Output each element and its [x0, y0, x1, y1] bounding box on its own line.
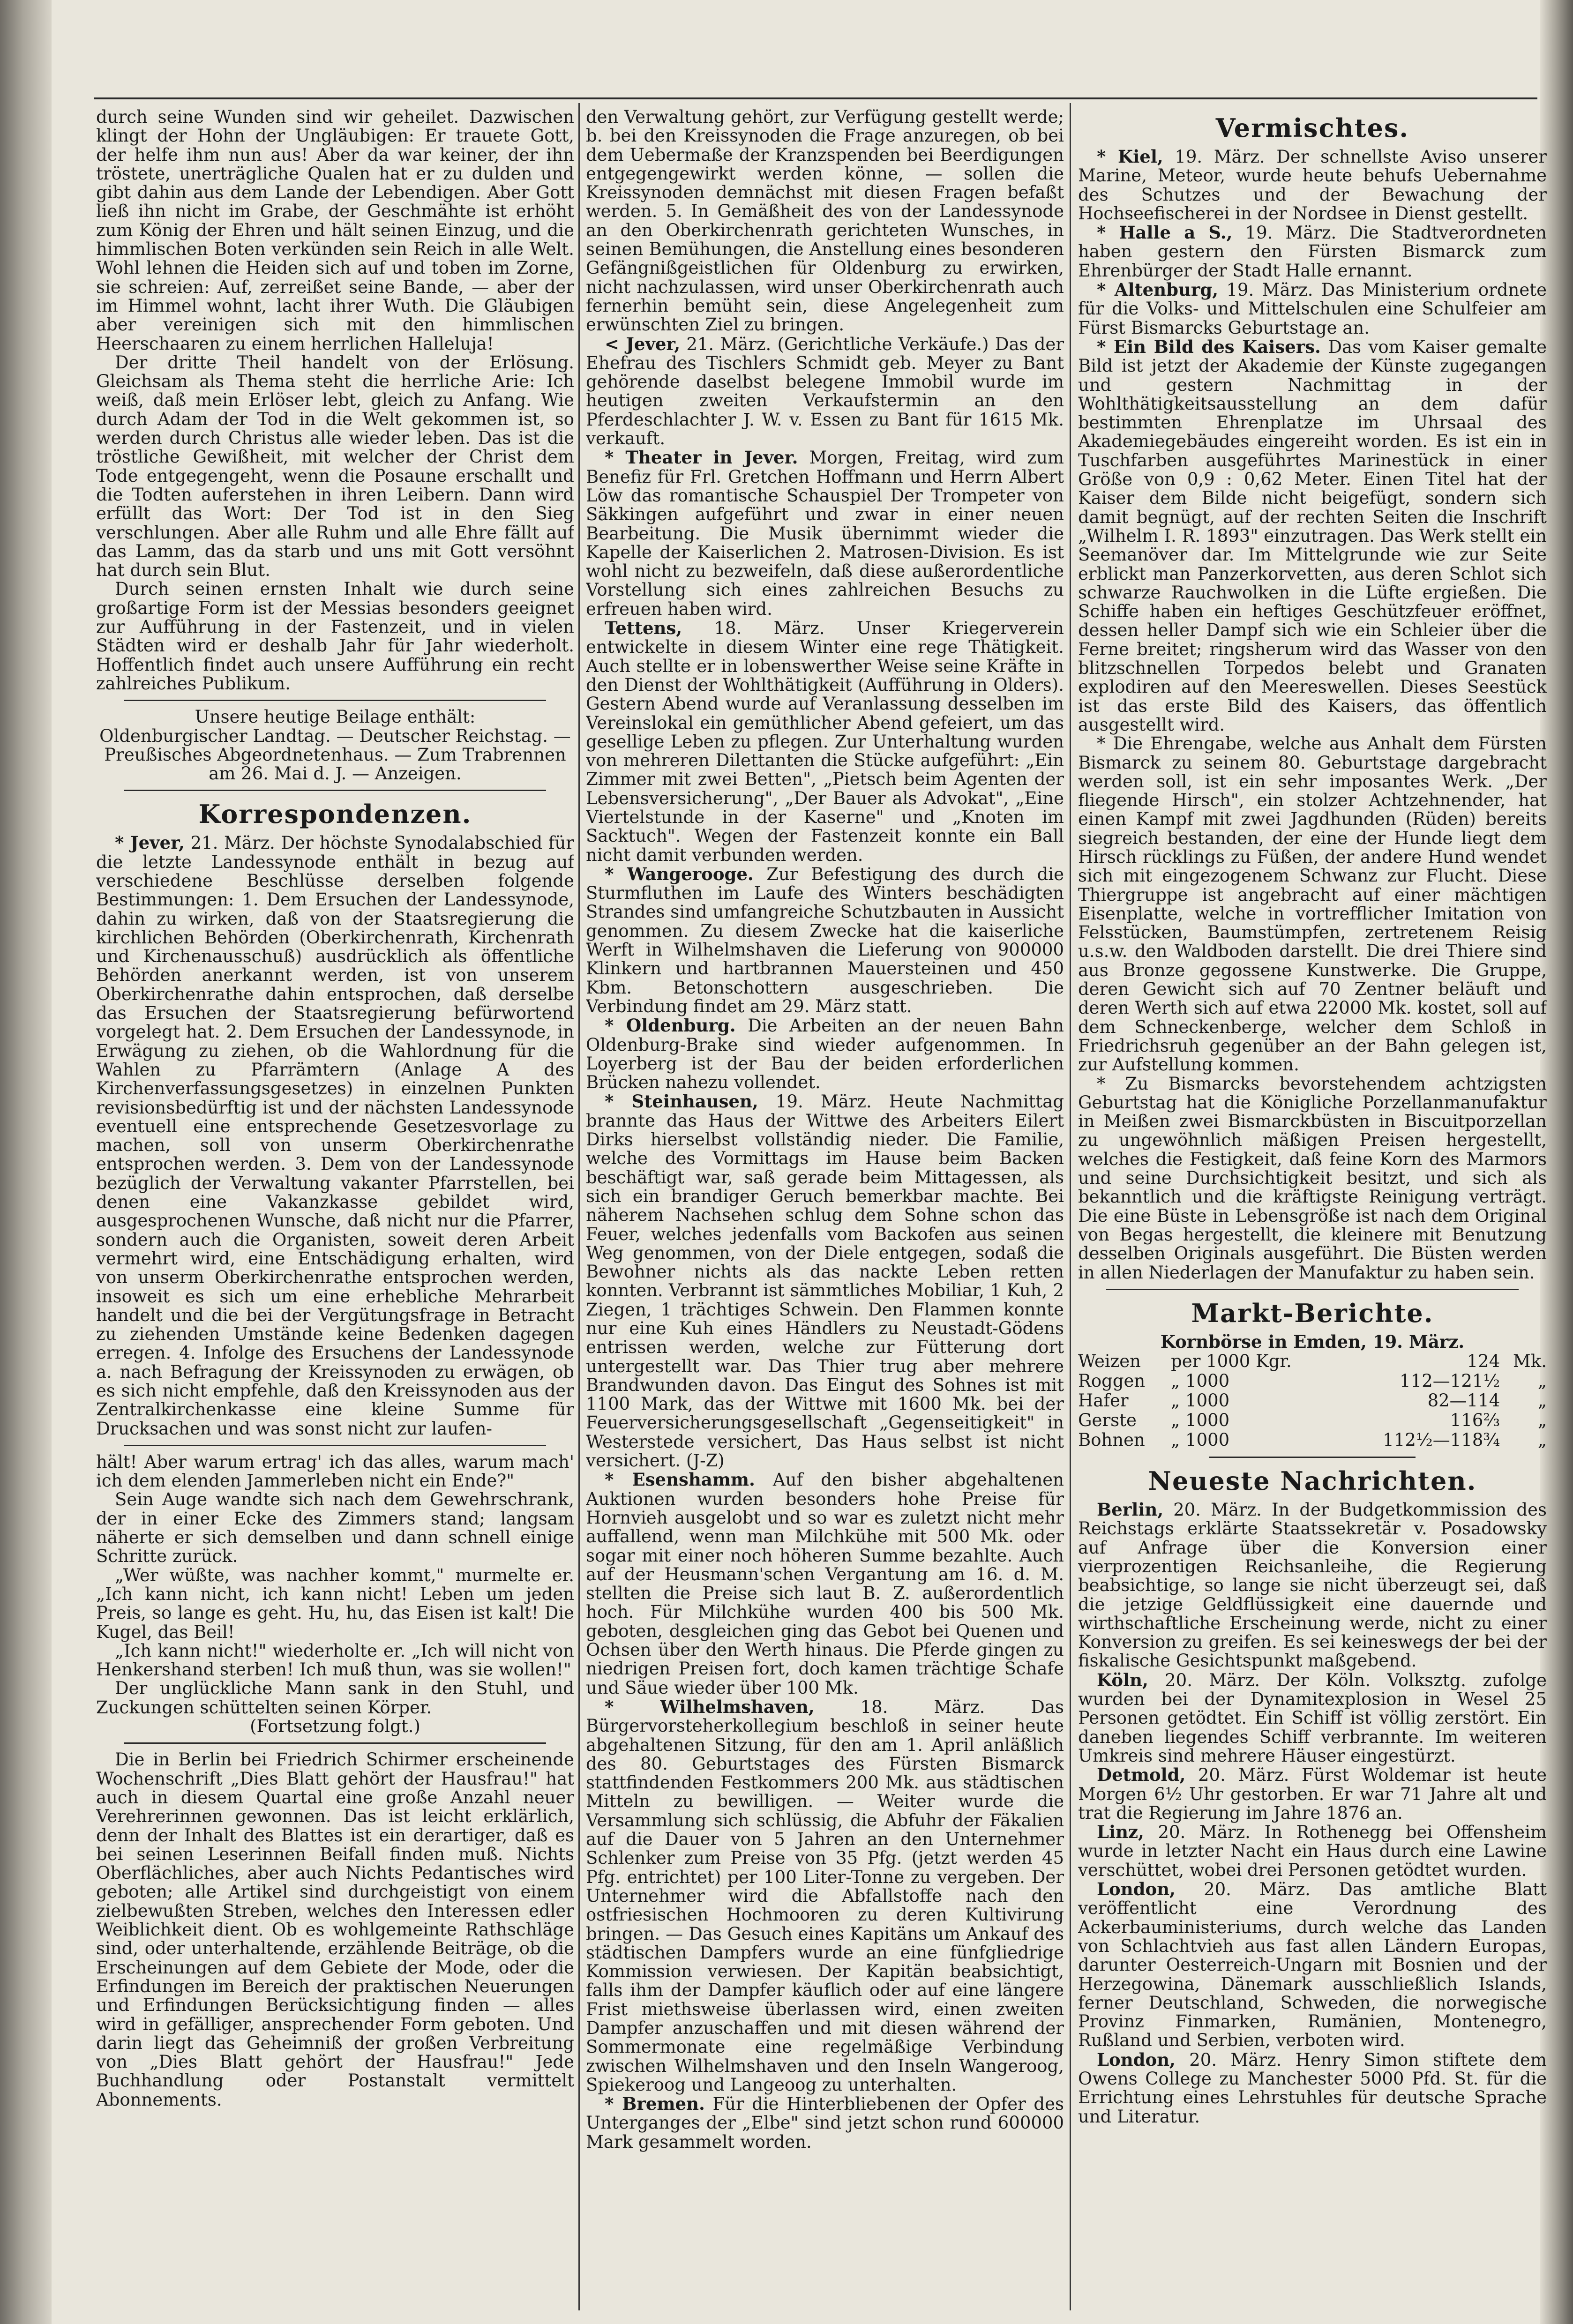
dateline: Tettens,: [605, 618, 682, 639]
top-rule: [94, 97, 1537, 99]
news-item-wangerooge: [586, 865, 1064, 1016]
news-item-linz: [1078, 1823, 1547, 1880]
dateline: * Steinhausen,: [605, 1091, 758, 1112]
news-item-bremen: [586, 2094, 1064, 2152]
story-paragraph: Der unglückliche Mann sank in den Stuhl, und Zuckungen schüttelten seinen Körper.: [96, 1678, 574, 1718]
grain-suffix: Mk.: [1513, 1351, 1547, 1372]
section-title-neueste-nachrichten: Neueste Nachrichten.: [1148, 1466, 1477, 1496]
kornboerse-title: Kornbörse in Emden, 19. März.: [1160, 1331, 1465, 1352]
dateline: * Wangerooge.: [605, 863, 754, 884]
news-text: 21. März. (Gerichtliche Verkäufe.) Das der Ehefrau des Tischlers Schmidt geb. Meyer zu Bant gehörende daselbst belegene Immobil wurde im heutigen zweiten Verkaufstermin an den Pferdeschlachter J. W. v. Essen zu Bant für 1615 Mk. verkauft.: [586, 334, 1064, 449]
beilage-heading: Unsere heutige Beilage enthält:: [195, 707, 476, 727]
grain-unit: „ 1000: [1171, 1430, 1230, 1450]
dateline: * Halle a S.,: [1097, 222, 1233, 243]
story-continued-note: (Fortsetzung folgt.): [250, 1716, 420, 1737]
news-item-kaiser-bild: [1078, 337, 1547, 734]
column-divider: [1070, 103, 1071, 2310]
news-item-london: [1078, 1880, 1547, 2050]
grain-unit: „ 1000: [1171, 1410, 1230, 1431]
grain-name: Hafer: [1078, 1390, 1129, 1411]
grain-row: [1078, 1411, 1547, 1430]
news-text: 20. März. Der Köln. Volksztg. zufolge wurden bei der Dynamitexplosion in Wesel 25 Personen getödtet. Ein Schiff ist völlig zerstört. Ein daneben liegendes Schiff verbrannte. Im weiteren Umkreis sind mehrere Häuser eingestürzt.: [1078, 1670, 1547, 1766]
grain-price-table: [1078, 1352, 1547, 1450]
grain-name: Bohnen: [1078, 1430, 1145, 1450]
news-text: 18. März. Das Bürgervorsteherkollegium beschloß in seiner heute abgehaltenen Sitzung, für den am 1. April anläßlich des 80. Geburtstages des Fürsten Bismarck stattfindenden Festkommers 200 Mk. aus städtischen Mitteln zu bewilligen. — Weiter wurde die Versammlung sich schlüssig, die Abfuhr der Fäkalien auf die Dauer von 5 Jahren an den Unternehmer Schlenker zum Preise von 35 Pfg. (jetzt werden 45 Pfg. entrichtet) per 100 Liter-Tonne zu vergeben. Der Unternehmer wird die Abfallstoffe nach den ostfriesischen Hochmooren zu deren Kultivirung bringen. — Das Gesuch eines Kapitäns um Ankauf des städtischen Dampfers wurde an eine fünfgliedrige Kommission verwiesen. Der Kapitän beabsichtigt, falls ihm der Dampfer käuflich oder auf eine längere Frist miethsweise überlassen wird, einen zweiten Dampfer anzuschaffen und mit diesen während der Sommermonate eine regelmäßige Verbindung zwischen Wilhelmshaven und den Inseln Wangeroog, Spiekeroog und Langeoog zu unterhalten.: [586, 1696, 1064, 2095]
dateline: * Oldenburg.: [605, 1015, 736, 1036]
dateline: * Altenburg,: [1097, 279, 1219, 300]
news-item-porzellan: * Zu Bismarcks bevorstehendem achtzigsten Geburtstag hat die Königliche Porzellanmanufaktur in Meißen zwei Bismarckbüsten in Biscuitporzellan zu ungewöhnlich mäßigen Preisen hergestellt, welches die Festigkeit, daß feine Korn des Marmors und seine Durchsichtigkeit besitzt, und sich als bekanntlich und die kräftigste Reinigung verträgt. Die eine Büste in Lebensgröße ist nach dem Original von Begas hergestellt, die kleinere mit Benutzung desselben Originals ausgeführt. Die Büsten werden in allen Niederlagen der Manufaktur zu haben sein.: [1078, 1073, 1547, 1283]
news-text: 19. März. Die Stadtverordneten haben gestern den Fürsten Bismarck zum Ehrenbürger der Stadt Halle ernannt.: [1078, 223, 1547, 281]
news-text: Auf den bisher abgehaltenen Auktionen wurden besonders hohe Preise für Hornvieh ausgelobt und so war es zuletzt nicht mehr auffallend, wenn man Milchkühe mit 500 Mk. oder sogar mit einer noch höheren Summe bezahlte. Auch auf der Heusmann'schen Vergantung am 16. d. M. stellten die Preise sich laut B. Z. außerordentlich hoch. Für Milchkühe wurden 400 bis 500 Mk. geboten, desgleichen ging das Gebot bei Quenen und Ochsen über den Werth hinaus. Die Pferde gingen zu niedrigen Preisen fort, doch kamen trächtige Schafe und Säue wieder über 100 Mk.: [586, 1470, 1064, 1698]
synod-continuation: den Verwaltung gehört, zur Verfügung gestellt werde; b. bei den Kreissynoden die Frage anzuregen, ob bei dem Uebermaße der Kranzspenden bei Beerdigungen entgegengewirkt werden könne, — sollen die Kreissynoden demnächst mit diesen Fragen befaßt werden. 5. In Gemäßheit des von der Landessynode an den Oberkirchenrath gerichteten Wunsches, in seinen Bemühungen, die Anstellung eines besonderen Gefängnißgeistlichen für Oldenburg zu erwirken, nicht nachzulassen, wird unser Oberkirchenrath auch fernerhin bemüht sein, diese Angelegenheit zum erwünschten Ziel zu bringen.: [586, 108, 1064, 335]
column-left: [96, 108, 574, 2310]
dateline: * Wilhelmshaven,: [605, 1696, 815, 1717]
dateline: London,: [1097, 2049, 1176, 2070]
divider: [1209, 1457, 1416, 1458]
grain-price: 112—121½: [1400, 1371, 1500, 1391]
news-text: Zur Befestigung des durch die Sturmfluthen im Laufe des Winters beschädigten Strandes sind umfangreiche Schutzbauten in Aussicht genommen. Zu diesem Zwecke hat die kaiserliche Werft in Wilhelmshaven die Lieferung von 900000 Klinkern und hartbrannen Mauersteinen und 450 Kbm. Betonschottern ausgeschrieben. Die Verbindung findet am 29. März statt.: [586, 864, 1064, 1016]
grain-price: 112½—118¾: [1383, 1430, 1500, 1450]
grain-price-rows: [1078, 1352, 1547, 1450]
grain-row: [1078, 1352, 1547, 1371]
messias-paragraph: durch seine Wunden sind wir geheilet. Dazwischen klingt der Hohn der Ungläubigen: Er trauete Gott, der helfe ihm nun aus! Aber da war keiner, der ihn tröstete, unerträgliche Qualen hat er zu dulden und gibt dahin aus dem Lande der Lebendigen. Aber Gott ließ ihn nicht im Grabe, der Geschmähte ist erhöht zum König der Ehren und hält seinen Einzug, und die himmlischen Boten verkünden sein Reich in alle Welt. Wohl lehnen die Heiden sich auf und toben im Zorne, sie schreien: Auf, zerreißet seine Bande, — aber der im Himmel wohnt, lacht ihrer Wuth. Die Gläubigen aber vereinigen sich mit den himmlischen Heerschaaren zu einem herrlichen Halleluja!: [96, 108, 574, 354]
news-text: 19. März. Der schnellste Aviso unserer Marine, Meteor, wurde heute behufs Uebernahme des Schutzes und der Bewachung der Hochseefischerei in der Nordsee in Dienst gestellt.: [1078, 147, 1547, 224]
news-item-kiel: [1078, 147, 1547, 223]
grain-suffix: „: [1537, 1430, 1547, 1450]
grain-name: Gerste: [1078, 1410, 1137, 1431]
news-text: 20. März. In Rothenegg bei Offensheim wurde in letzter Nacht ein Haus durch eine Lawine verschüttet, wobei drei Personen getödtet wurden.: [1078, 1822, 1547, 1880]
dateline: Berlin,: [1097, 1499, 1164, 1520]
grain-price: 124: [1467, 1351, 1500, 1372]
dateline: * Theater in Jever.: [605, 447, 798, 468]
grain-suffix: „: [1537, 1410, 1547, 1431]
divider: [124, 790, 546, 791]
news-text: 21. März. Der höchste Synodalabschied für die letzte Landessynode enthält in bezug auf verschiedene Beschlüsse derselben folgende Bestimmungen: 1. Dem Ersuchen der Landessynode, dahin zu wirken, daß von der Staatsregierung die kirchlichen Behörden (Oberkirchenrath, Kirchenrath und Kirchenausschuß) ausdrücklich als öffentliche Behörden anerkannt werden, ist von unserem Oberkirchenrathe dahin entsprochen, daß derselbe das Ersuchen der Staatsregierung befürwortend vorgelegt hat. 2. Dem Ersuchen der Landessynode, in Erwägung zu ziehen, ob die Wahlordnung für die Wahlen zu Pfarrämtern (Anlage A des Kirchenverfassungsgesetzes) in einzelnen Punkten revisionsbedürftig ist und der nächsten Landessynode eventuell eine entsprechende Gesetzesvorlage zu machen, soll von unserm Oberkirchenrathe entsprochen werden. 3. Dem von der Landessynode bezüglich der Verwaltung vakanter Pfarrstellen, bei denen eine Vakanzkasse gebildet wird, ausgesprochenen Wunsche, daß nicht nur die Pfarrer, sondern auch die Organisten, soweit deren Arbeit vermehrt wird, eine Entschädigung erhalten, wird von unserm Oberkirchenrathe entsprochen werden, insoweit es sich um eine erhebliche Mehrarbeit handelt und die bei der Vergütungsfrage in Betracht zu ziehenden Umstände keine Bedenken dagegen erregen. 4. Infolge des Ersuchens der Landessynode a. nach Befragung der Kreissynoden zu erwägen, ob es sich nicht empfehle, daß den Kreissynoden aus der Zentralkirchenkasse eine kleine Summe für Drucksachen und was sonst nicht zur laufen-: [96, 833, 574, 1439]
news-text: Das vom Kaiser gemalte Bild ist jetzt der Akademie der Künste zugegangen und gestern Nachmittag in der Wohlthätigkeitsausstellung an dem dafür bestimmten Ehrenplatze im Uhrsaal des Akademiegebäudes eingereiht worden. Es ist ein in Tuschfarben ausgeführtes Marinestück in einer Größe von 0,9 : 0,62 Meter. Einen Titel hat der Kaiser dem Bilde nicht beigefügt, sondern sich damit begnügt, auf der rechten Seiten die Inschrift „Wilhelm I. R. 1893" einzutragen. Das Werk stellt ein Seemanöver dar. Im Mittelgrunde wie zur Seite erblickt man Panzerkorvetten, aus deren Schlot sich schwarze Rauchwolken in die Lüfte ergießen. Die Schiffe haben ein heftiges Geschützfeuer eröffnet, dessen heller Dampf sich wie ein Schleier über die Ferne breitet; ringsherum wird das Wasser von den blitzschnellen Torpedos belebt und Granaten explodiren auf den Meereswellen. Dieses Seestück ist das erste Bild des Kaisers, das öffentlich ausgestellt wird.: [1078, 336, 1547, 735]
news-text: Die Arbeiten an der neuen Bahn Oldenburg-Brake sind wieder aufgenommen. In Loyerberg ist der Bau der beiden erforderlichen Brücken nahezu vollendet.: [586, 1016, 1064, 1093]
news-text: 20. März. In der Budgetkommission des Reichstags erklärte Staatssekretär v. Posadowsky auf Anfrage über die Konversion einer vierprozentigen Reichsanleihe, die Regierung beabsichtige, so lange sie nicht überzeugt sei, daß die jetzige Geldflüssigkeit eine dauernde und wirthschaftliche Erscheinung werde, nicht zu einer Konversion zu greifen. Es sei keineswegs der bei der fiskalische Gesichtspunkt maßgebend.: [1078, 1500, 1547, 1671]
section-title-vermischtes: Vermischtes.: [1215, 113, 1409, 143]
news-text: Morgen, Freitag, wird zum Benefiz für Frl. Gretchen Hoffmann und Herrn Albert Löw das romantische Schauspiel Der Trompeter von Säkkingen aufgeführt und zwar in einer neuen Bearbeitung. Die Musik übernimmt wieder die Kapelle der Kaiserlichen 2. Matrosen-Division. Es ist wohl nicht zu bezweifeln, daß diese außerordentliche Vorstellung sich eines zahlreichen Besuchs zu erfreuen haben wird.: [586, 448, 1064, 619]
news-item-berlin: [1078, 1500, 1547, 1671]
news-item-jever: [96, 833, 574, 1438]
story-paragraph: „Wer wüßte, was nachher kommt," murmelte er. „Ich kann nicht, ich kann nicht! Leben um jeden Preis, so lange es geht. Hu, hu, das Eisen ist kalt! Die Kugel, das Beil!: [96, 1565, 574, 1642]
divider: [1106, 1289, 1519, 1290]
dateline: Detmold,: [1097, 1764, 1186, 1786]
news-text: 19. März. Heute Nachmittag brannte das Haus der Wittwe des Arbeiters Eilert Dirks hierselbst vollständig nieder. Die Familie, welche des Vormittags im Hause beim Backen beschäftigt war, saß gerade beim Mittagessen, als sich ein brandiger Geruch bemerkbar machte. Bei näherem Nachsehen schlug dem Sohne schon das Feuer, welches jedenfalls vom Backofen aus seinen Weg genommen, von der Diele entgegen, sodaß die Bewohner nichts als das nackte Leben retten konnten. Verbrannt ist sämmtliches Mobiliar, 1 Kuh, 2 Ziegen, 1 trächtiges Schwein. Den Flammen konnte nur eine Kuh eines Händlers zu Neustadt-Gödens entrissen werden, welche zur Fütterung dort untergestellt war. Das Thier trug aber mehrere Brandwunden davon. Das Eingut des Sohnes ist mit 1100 Mark, das der Wittwe mit 1600 Mk. bei der Feuerversicherungsgesellschaft „Gegenseitigkeit" in Westerstede versichert, Das Haus selbst ist nicht versichert. (J-Z): [586, 1091, 1064, 1471]
kornboerse-heading: [1078, 1332, 1547, 1352]
section-title-korrespondenzen: Korrespondenzen.: [198, 799, 472, 829]
grain-name: Roggen: [1078, 1371, 1146, 1391]
grain-name: Weizen: [1078, 1351, 1141, 1372]
story-paragraph: hält! Aber warum ertrag' ich das alles, warum mach' ich dem elenden Jammerleben nicht ein Ende?": [96, 1451, 574, 1491]
column-middle: [586, 108, 1064, 2310]
story-paragraph: „Ich kann nicht!" wiederholte er. „Ich will nicht von Henkershand sterben! Ich muß thun, was sie wollen!": [96, 1640, 574, 1680]
grain-row: [1078, 1430, 1547, 1450]
grain-row: [1078, 1391, 1547, 1411]
dateline: * Jever,: [115, 832, 185, 853]
dateline: < Jever,: [605, 333, 681, 354]
news-item-oldenburg: [586, 1016, 1064, 1092]
section-title-markt-berichte: Markt-Berichte.: [1191, 1298, 1434, 1328]
grain-unit: „ 1000: [1171, 1390, 1230, 1411]
news-text: 18. März. Unser Kriegerverein entwickelte in diesem Winter eine rege Thätigkeit. Auch stellte er in lobenswerther Weise seine Kräfte in den Dienst der Wohlthätigkeit (Aufführung in Olders). Gestern Abend wurde auf Veranlassung desselben im Vereinslokal ein gemüthlicher Abend gefeiert, um das gesellige Leben zu pflegen. Zur Unterhaltung wurden von mehreren Dilettanten die Stücke aufgeführt: „Ein Zimmer mit zwei Betten", „Pietsch beim Agenten der Lebensversicherung", „Der Bauer als Advokat", „Eine Viertelstunde in der Kaserne" und „Knoten im Sacktuch". Wegen der Fastenzeit konnte ein Ball nicht damit verbunden werden.: [586, 618, 1064, 865]
news-item-theater: [586, 448, 1064, 619]
divider: [124, 700, 546, 701]
news-item-detmold: [1078, 1765, 1547, 1823]
news-text: 20. März. Henry Simon stiftete dem Owens College zu Manchester 5000 Pfd. St. für die Errichtung eines Lehrstuhles für deutsche Sprache und Literatur.: [1078, 2049, 1547, 2127]
dateline: * Kiel,: [1097, 146, 1163, 167]
news-item-esenshamm: [586, 1470, 1064, 1697]
grain-suffix: „: [1537, 1390, 1547, 1411]
news-item-koeln: [1078, 1671, 1547, 1765]
column-divider: [578, 103, 580, 2310]
beilage-contents: Oldenburgischer Landtag. — Deutscher Reichstag. — Preußisches Abgeordnetenhaus. — Zum Trabrennen am 26. Mai d. J. — Anzeigen.: [99, 725, 571, 784]
news-item-london-2: [1078, 2050, 1547, 2126]
news-item-halle: [1078, 223, 1547, 280]
news-item-tettens: [586, 619, 1064, 865]
grain-suffix: „: [1537, 1371, 1547, 1391]
messias-paragraph: Durch seinen ernsten Inhalt wie durch seine großartige Form ist der Messias besonders geeignet zur Aufführung in der Fastenzeit, und in vielen Städten wird er deshalb Jahr für Jahr wiederholt. Hoffentlich findet auch unsere Aufführung ein recht zahlreiches Publikum.: [96, 579, 574, 694]
dateline: Linz,: [1097, 1822, 1144, 1843]
dateline: London,: [1097, 1879, 1176, 1900]
news-text: 19. März. Das Ministerium ordnete für die Volks- und Mittelschulen eine Schulfeier am Fürst Bismarcks Geburtstage an.: [1078, 280, 1547, 338]
news-item-steinhausen: [586, 1092, 1064, 1470]
page-binding-shadow: [0, 0, 52, 2324]
news-item-wilhelmshaven: [586, 1697, 1064, 2094]
grain-price: 82—114: [1427, 1390, 1500, 1411]
dateline: * Bremen.: [605, 2093, 705, 2115]
news-text: Für die Hinterbliebenen der Opfer des Unterganges der „Elbe" sind jetzt schon rund 600000 Mark gesammelt worden.: [586, 2094, 1064, 2152]
dateline: Köln,: [1097, 1669, 1148, 1690]
grain-row: [1078, 1371, 1547, 1391]
news-text: 20. März. Das amtliche Blatt veröffentlicht eine Verordnung des Ackerbauministeriums, durch welche das Landen von Schlachtvieh aus fast allen Ländern Europas, darunter Oesterreich-Ungarn mit Bosnien und der Herzegowina, Dänemark ausschließlich Islands, ferner Deutschland, Schweden, die norwegische Provinz Finmarken, Rumänien, Montenegro, Rußland und Serbien, verboten wird.: [1078, 1879, 1547, 2051]
grain-unit: „ 1000: [1171, 1371, 1230, 1391]
dateline: * Esenshamm.: [605, 1469, 755, 1490]
hausfrau-notice: Die in Berlin bei Friedrich Schirmer erscheinende Wochenschrift „Dies Blatt gehört der Hausfrau!" hat auch in diesem Quartal eine große Anzahl neuer Verehrerinnen gewonnen. Das ist leicht erklärlich, denn der Inhalt des Blattes ist ein derartiger, daß es bei seinen Leserinnen Beifall finden muß. Nichts Oberflächliches, aber auch Nichts Pedantisches wird geboten; alle Artikel sind durchgeistigt von einem zielbewußten Streben, welches den Interessen edler Weiblichkeit dient. Ob es wohlgemeinte Rathschläge sind, oder unterhaltende, erzählende Beiträge, ob die Erscheinungen auf dem Gebiete der Mode, oder die Erfindungen im Bereich der praktischen Neuerungen und Erfindungen Berücksichtigung finden — alles wird in gefälliger, ansprechender Form geboten. Und darin liegt das Geheimniß der großen Verbreitung von „Dies Blatt gehört der Hausfrau!" Jede Buchhandlung oder Postanstalt vermittelt Abonnements.: [96, 1749, 574, 2110]
dateline: * Ein Bild des Kaisers.: [1097, 336, 1321, 357]
divider: [124, 1445, 546, 1446]
news-item-altenburg: [1078, 280, 1547, 337]
story-paragraph: Sein Auge wandte sich nach dem Gewehrschrank, der in einer Ecke des Zimmers stand; langsam näherte er sich demselben und dann schnell einige Schritte zurück.: [96, 1489, 574, 1567]
divider: [124, 1742, 546, 1744]
news-item-anhalt-gift: * Die Ehrengabe, welche aus Anhalt dem Fürsten Bismarck zu seinem 80. Geburtstage dargebracht werden soll, ist ein sehr imposantes Werk. „Der fliegende Hirsch", ein stolzer Achtzehnender, hat einen Kampf mit zwei Jagdhunden (Rüden) bereits siegreich bestanden, der eine der Hunde liegt dem Hirsch rücklings zu Füßen, der andere Hund wendet sich mit eingezogenem Schwanz zur Flucht. Diese Thiergruppe ist angebracht auf einer mächtigen Eisenplatte, welche in vortrefflicher Imitation von Felsstücken, Baumstümpfen, zertretenem Reisig u.s.w. den Waldboden darstellt. Die drei Thiere sind aus Bronze gegossene Kunstwerke. Die Gruppe, deren Gewicht sich auf 70 Zentner beläuft und deren Werth sich auf etwa 22000 Mk. kostet, soll auf dem Schneckenberge, welcher dem Schloß in Friedrichsruh gegenüber an der Bahn gelegen ist, zur Aufstellung kommen.: [1078, 733, 1547, 1075]
grain-unit: per 1000 Kgr.: [1171, 1351, 1292, 1372]
messias-paragraph: Der dritte Theil handelt von der Erlösung. Gleichsam als Thema steht die herrliche Arie: Ich weiß, daß mein Erlöser lebt, gleich zu Anfang. Wie durch Adam der Tod in die Welt gekommen ist, so werden durch Christus alle wieder leben. Das ist die tröstliche Gewißheit, mit welcher der Christ dem Tode entgegengeht, wenn die Posaune erschallt und die Todten auferstehen in ihren Leibern. Dann wird erfüllt das Wort: Der Tod ist in den Sieg verschlungen. Aber alle Ruhm und alle Ehre fällt auf das Lamm, das da starb und uns mit Gott versöhnt hat durch sein Blut.: [96, 352, 574, 581]
news-item-jever-sales: [586, 335, 1064, 448]
column-right: [1078, 108, 1547, 2310]
news-text: 20. März. Fürst Woldemar ist heute Morgen 6½ Uhr gestorben. Er war 71 Jahre alt und trat die Regierung im Jahre 1876 an.: [1078, 1765, 1547, 1823]
grain-price: 116⅔: [1450, 1410, 1500, 1431]
